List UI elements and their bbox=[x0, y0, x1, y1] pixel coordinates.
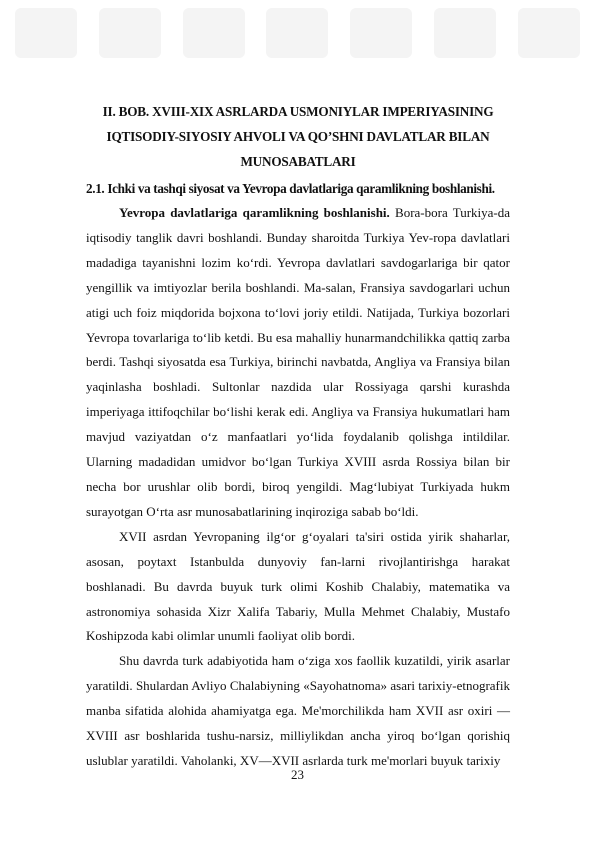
watermark-shape bbox=[518, 8, 580, 58]
section-heading: 2.1. Ichki va tashqi siyosat va Yevropa davlatlariga qaramlikning boshlanishi. bbox=[86, 181, 495, 196]
paragraph: Shu davrda turk adabiyotida ham o‘ziga xos faollik kuzatildi, yirik asarlar yaratildi. Shulardan Avliyo Chalabiyning «Sayohatnoma» asari tarixiy-etnografik manba sifatida alohida ahamiyatga ega. Me'morchilikda ham XVII asr oxiri — XVIII asr boshlarida tushu-narsiz, milliylikdan ancha yiroq bo‘lgan qorishiq uslublar yaratildi. Vaholanki, XV—XVII asrlarda turk me'morlari buyuk tarixiy bbox=[86, 653, 510, 768]
paragraph bbox=[86, 201, 510, 525]
paragraph-text: Bora-bora Turkiya-da iqtisodiy tanglik davri boshlandi. Bunday sharoitda Turkiya Yev-ropa davlatlari madadiga tayanishni lozim ko‘rdi. Yevropa davlatlari savdogarlariga bir qator yengillik va imtiyozlar berila boshlandi. Ma-salan, Fransiya savdogarlari uchun atigi uch foiz miqdorida bojxona to‘lovi joriy etildi. Natijada, Turkiya bozorlari Yevropa tovarlariga to‘lib ketdi. Bu esa mahalliy hunarmandchilikka qattiq zarba berdi. Tashqi siyosatda esa Turkiya, birinchi navbatda, Angliya va Fransiya bilan yaqinlasha boshladi. Sultonlar nazdida ular Rossiyaga qarshi kurashda imperiyaga ittifoqchilar bo‘lishi kerak edi. Angliya va Fransiya hukumatlari ham mavjud vaziyatdan o‘z manfaatlari yo‘lida foydalanib qolishga intildilar. Ularning madadidan umidvor bo‘lgan Turkiya XVIII asrda Rossiya bilan bir necha bor urushlar olib bordi, biroq yengildi. Mag‘lubiyat Turkiyada hukm surayotgan O‘rta asr munosabatlarining inqiroziga sabab bo‘ldi. bbox=[86, 205, 510, 519]
paragraph: XVII asrdan Yevropaning ilg‘or g‘oyalari ta'siri ostida yirik shaharlar, asosan, poytaxt Istanbulda dunyoviy fan-larni rivojlantirishga harakat boshlanadi. Bu davrda buyuk turk olimi Koshib Chalabiy, matematika va astronomiya sohasida Xizr Xalifa Tabariy, Mulla Mehmet Chalabiy, Mustafo Koshipzoda kabi olimlar unumli faoliyat olib bordi. bbox=[86, 528, 510, 644]
page-number: 23 bbox=[291, 767, 304, 782]
chapter-title-line: MUNOSABATLARI bbox=[240, 154, 356, 169]
watermark-shape bbox=[434, 8, 496, 58]
watermark-shape bbox=[99, 8, 161, 58]
watermark-shape bbox=[350, 8, 412, 58]
chapter-title-line: IQTISODIY-SIYOSIY AHVOLI VA QO’SHNI DAVLATLAR BILAN bbox=[106, 129, 490, 144]
body-text bbox=[86, 201, 510, 774]
watermark-shape bbox=[183, 8, 245, 58]
watermark bbox=[15, 8, 580, 63]
watermark-shape bbox=[15, 8, 77, 58]
chapter-title-line: II. BOB. XVIII-XIX ASRLARDA USMONIYLAR IMPERIYASINING bbox=[102, 104, 494, 119]
paragraph-lead: Yevropa davlatlariga qaramlikning boshlanishi. bbox=[119, 205, 390, 220]
chapter-title bbox=[88, 99, 508, 174]
watermark-shape bbox=[266, 8, 328, 58]
